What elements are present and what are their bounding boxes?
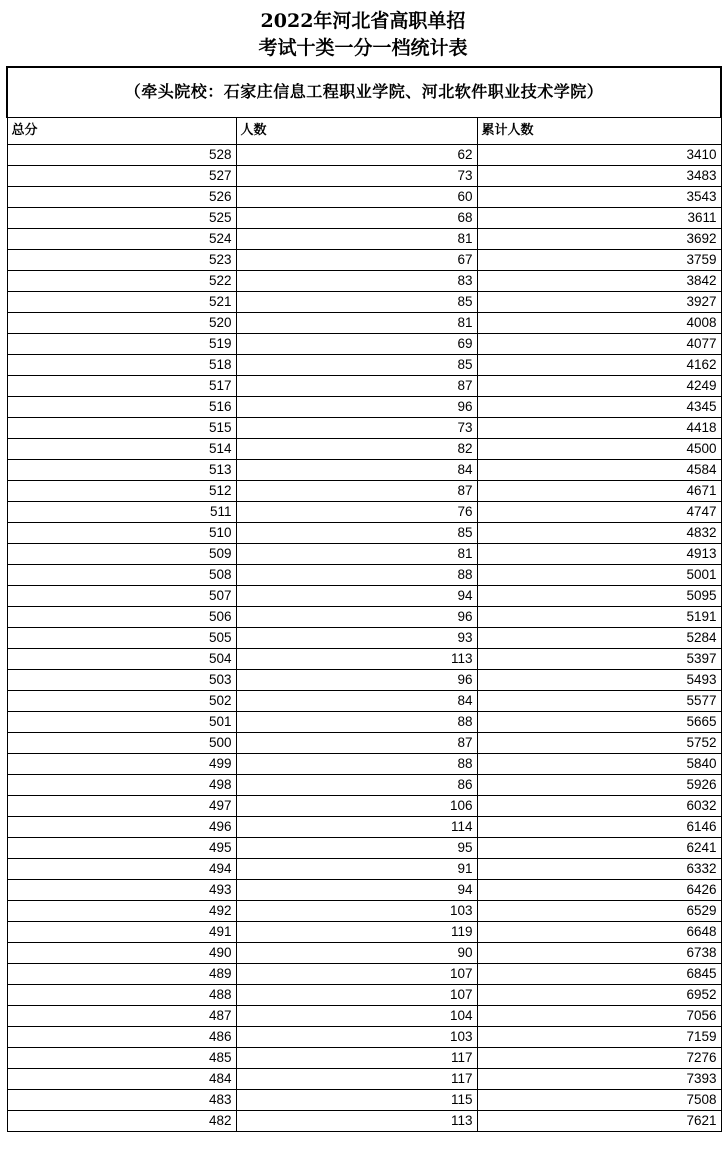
table-row <box>7 543 721 564</box>
total-score-cell: 528 <box>7 144 236 165</box>
count-cell: 93 <box>236 627 477 648</box>
cumulative-count-cell: 4077 <box>477 333 721 354</box>
total-score-cell: 493 <box>7 879 236 900</box>
total-score-cell: 505 <box>7 627 236 648</box>
count-cell: 91 <box>236 858 477 879</box>
count-cell: 87 <box>236 732 477 753</box>
count-cell: 88 <box>236 711 477 732</box>
count-cell: 85 <box>236 354 477 375</box>
table-row <box>7 501 721 522</box>
total-score-cell: 523 <box>7 249 236 270</box>
count-cell: 113 <box>236 1110 477 1131</box>
table-row <box>7 753 721 774</box>
cumulative-count-cell: 7159 <box>477 1026 721 1047</box>
count-cell: 117 <box>236 1068 477 1089</box>
table-row <box>7 1026 721 1047</box>
cumulative-count-cell: 7276 <box>477 1047 721 1068</box>
total-score-cell: 518 <box>7 354 236 375</box>
total-score-cell: 519 <box>7 333 236 354</box>
cumulative-count-cell: 6845 <box>477 963 721 984</box>
total-score-cell: 517 <box>7 375 236 396</box>
table-row <box>7 690 721 711</box>
table-row <box>7 186 721 207</box>
cumulative-count-cell: 5577 <box>477 690 721 711</box>
table-header-row <box>7 117 721 144</box>
total-score-cell: 521 <box>7 291 236 312</box>
total-score-cell: 484 <box>7 1068 236 1089</box>
subtitle-row <box>7 67 721 117</box>
cumulative-count-cell: 4500 <box>477 438 721 459</box>
column-header-count: 人数 <box>236 117 477 144</box>
total-score-cell: 502 <box>7 690 236 711</box>
table-row <box>7 417 721 438</box>
table-row <box>7 858 721 879</box>
cumulative-count-cell: 4345 <box>477 396 721 417</box>
total-score-cell: 525 <box>7 207 236 228</box>
cumulative-count-cell: 5493 <box>477 669 721 690</box>
cumulative-count-cell: 3759 <box>477 249 721 270</box>
table-row <box>7 249 721 270</box>
table-row <box>7 711 721 732</box>
lead-institutions-subtitle: （牵头院校：石家庄信息工程职业学院、河北软件职业技术学院） <box>7 67 721 117</box>
count-cell: 86 <box>236 774 477 795</box>
count-cell: 106 <box>236 795 477 816</box>
count-cell: 60 <box>236 186 477 207</box>
total-score-cell: 495 <box>7 837 236 858</box>
table-row <box>7 228 721 249</box>
cumulative-count-cell: 4832 <box>477 522 721 543</box>
count-cell: 90 <box>236 942 477 963</box>
table-row <box>7 564 721 585</box>
count-cell: 95 <box>236 837 477 858</box>
count-cell: 67 <box>236 249 477 270</box>
total-score-cell: 514 <box>7 438 236 459</box>
table-row <box>7 396 721 417</box>
table-row <box>7 816 721 837</box>
table-row <box>7 333 721 354</box>
total-score-cell: 506 <box>7 606 236 627</box>
cumulative-count-cell: 7621 <box>477 1110 721 1131</box>
count-cell: 94 <box>236 585 477 606</box>
table-row <box>7 1110 721 1131</box>
cumulative-count-cell: 6529 <box>477 900 721 921</box>
cumulative-count-cell: 5840 <box>477 753 721 774</box>
table-row <box>7 438 721 459</box>
count-cell: 73 <box>236 417 477 438</box>
total-score-cell: 498 <box>7 774 236 795</box>
cumulative-count-cell: 4162 <box>477 354 721 375</box>
total-score-cell: 520 <box>7 312 236 333</box>
column-header-cumulative-count: 累计人数 <box>477 117 721 144</box>
table-row <box>7 774 721 795</box>
total-score-cell: 511 <box>7 501 236 522</box>
count-cell: 113 <box>236 648 477 669</box>
count-cell: 82 <box>236 438 477 459</box>
total-score-cell: 483 <box>7 1089 236 1110</box>
table-row <box>7 795 721 816</box>
table-row <box>7 207 721 228</box>
count-cell: 84 <box>236 690 477 711</box>
table-row <box>7 144 721 165</box>
total-score-cell: 509 <box>7 543 236 564</box>
cumulative-count-cell: 5397 <box>477 648 721 669</box>
cumulative-count-cell: 6032 <box>477 795 721 816</box>
table-row <box>7 879 721 900</box>
total-score-cell: 482 <box>7 1110 236 1131</box>
count-cell: 85 <box>236 522 477 543</box>
cumulative-count-cell: 4671 <box>477 480 721 501</box>
cumulative-count-cell: 4008 <box>477 312 721 333</box>
cumulative-count-cell: 5095 <box>477 585 721 606</box>
total-score-cell: 489 <box>7 963 236 984</box>
total-score-cell: 524 <box>7 228 236 249</box>
count-cell: 84 <box>236 459 477 480</box>
table-row <box>7 1089 721 1110</box>
count-cell: 81 <box>236 543 477 564</box>
cumulative-count-cell: 7393 <box>477 1068 721 1089</box>
count-cell: 103 <box>236 1026 477 1047</box>
total-score-cell: 487 <box>7 1005 236 1026</box>
document-title-line2: 考试十类一分一档统计表 <box>258 37 468 59</box>
table-row <box>7 669 721 690</box>
count-cell: 81 <box>236 228 477 249</box>
cumulative-count-cell: 6952 <box>477 984 721 1005</box>
total-score-cell: 513 <box>7 459 236 480</box>
count-cell: 69 <box>236 333 477 354</box>
table-row <box>7 522 721 543</box>
total-score-cell: 497 <box>7 795 236 816</box>
count-cell: 96 <box>236 669 477 690</box>
total-score-cell: 527 <box>7 165 236 186</box>
count-cell: 87 <box>236 480 477 501</box>
table-row <box>7 984 721 1005</box>
total-score-cell: 510 <box>7 522 236 543</box>
count-cell: 81 <box>236 312 477 333</box>
table-row <box>7 942 721 963</box>
total-score-cell: 494 <box>7 858 236 879</box>
count-cell: 85 <box>236 291 477 312</box>
count-cell: 83 <box>236 270 477 291</box>
table-row <box>7 1047 721 1068</box>
cumulative-count-cell: 3927 <box>477 291 721 312</box>
table-row <box>7 732 721 753</box>
table-row <box>7 480 721 501</box>
cumulative-count-cell: 6426 <box>477 879 721 900</box>
cumulative-count-cell: 5665 <box>477 711 721 732</box>
total-score-cell: 504 <box>7 648 236 669</box>
cumulative-count-cell: 4913 <box>477 543 721 564</box>
total-score-cell: 490 <box>7 942 236 963</box>
count-cell: 115 <box>236 1089 477 1110</box>
count-cell: 62 <box>236 144 477 165</box>
count-cell: 114 <box>236 816 477 837</box>
count-cell: 96 <box>236 606 477 627</box>
cumulative-count-cell: 4584 <box>477 459 721 480</box>
total-score-cell: 496 <box>7 816 236 837</box>
total-score-cell: 499 <box>7 753 236 774</box>
count-cell: 117 <box>236 1047 477 1068</box>
column-header-total-score: 总分 <box>7 117 236 144</box>
total-score-cell: 515 <box>7 417 236 438</box>
count-cell: 94 <box>236 879 477 900</box>
cumulative-count-cell: 4249 <box>477 375 721 396</box>
cumulative-count-cell: 3410 <box>477 144 721 165</box>
table-row <box>7 921 721 942</box>
total-score-cell: 522 <box>7 270 236 291</box>
table-row <box>7 270 721 291</box>
cumulative-count-cell: 6146 <box>477 816 721 837</box>
total-score-cell: 516 <box>7 396 236 417</box>
table-row <box>7 648 721 669</box>
count-cell: 88 <box>236 753 477 774</box>
table-row <box>7 312 721 333</box>
cumulative-count-cell: 3842 <box>477 270 721 291</box>
table-row <box>7 900 721 921</box>
cumulative-count-cell: 6332 <box>477 858 721 879</box>
total-score-cell: 488 <box>7 984 236 1005</box>
count-cell: 68 <box>236 207 477 228</box>
cumulative-count-cell: 6648 <box>477 921 721 942</box>
cumulative-count-cell: 3692 <box>477 228 721 249</box>
total-score-cell: 501 <box>7 711 236 732</box>
table-row <box>7 837 721 858</box>
cumulative-count-cell: 5191 <box>477 606 721 627</box>
cumulative-count-cell: 3611 <box>477 207 721 228</box>
cumulative-count-cell: 6738 <box>477 942 721 963</box>
count-cell: 87 <box>236 375 477 396</box>
table-row <box>7 606 721 627</box>
total-score-cell: 491 <box>7 921 236 942</box>
cumulative-count-cell: 5284 <box>477 627 721 648</box>
cumulative-count-cell: 6241 <box>477 837 721 858</box>
table-row <box>7 459 721 480</box>
cumulative-count-cell: 4747 <box>477 501 721 522</box>
count-cell: 103 <box>236 900 477 921</box>
table-row <box>7 354 721 375</box>
cumulative-count-cell: 4418 <box>477 417 721 438</box>
cumulative-count-cell: 3483 <box>477 165 721 186</box>
table-row <box>7 963 721 984</box>
count-cell: 76 <box>236 501 477 522</box>
count-cell: 119 <box>236 921 477 942</box>
cumulative-count-cell: 5001 <box>477 564 721 585</box>
count-cell: 107 <box>236 963 477 984</box>
table-row <box>7 1068 721 1089</box>
score-distribution-table <box>6 66 722 1132</box>
total-score-cell: 507 <box>7 585 236 606</box>
total-score-cell: 512 <box>7 480 236 501</box>
total-score-cell: 485 <box>7 1047 236 1068</box>
table-row <box>7 627 721 648</box>
total-score-cell: 503 <box>7 669 236 690</box>
document-title: 2022年河北省高职单招 <box>260 10 466 32</box>
table-row <box>7 1005 721 1026</box>
count-cell: 73 <box>236 165 477 186</box>
total-score-cell: 526 <box>7 186 236 207</box>
total-score-cell: 500 <box>7 732 236 753</box>
count-cell: 107 <box>236 984 477 1005</box>
cumulative-count-cell: 7056 <box>477 1005 721 1026</box>
count-cell: 96 <box>236 396 477 417</box>
cumulative-count-cell: 5926 <box>477 774 721 795</box>
count-cell: 88 <box>236 564 477 585</box>
cumulative-count-cell: 5752 <box>477 732 721 753</box>
total-score-cell: 508 <box>7 564 236 585</box>
table-row <box>7 165 721 186</box>
cumulative-count-cell: 3543 <box>477 186 721 207</box>
total-score-cell: 486 <box>7 1026 236 1047</box>
cumulative-count-cell: 7508 <box>477 1089 721 1110</box>
total-score-cell: 492 <box>7 900 236 921</box>
table-row <box>7 585 721 606</box>
count-cell: 104 <box>236 1005 477 1026</box>
table-row <box>7 375 721 396</box>
table-row <box>7 291 721 312</box>
